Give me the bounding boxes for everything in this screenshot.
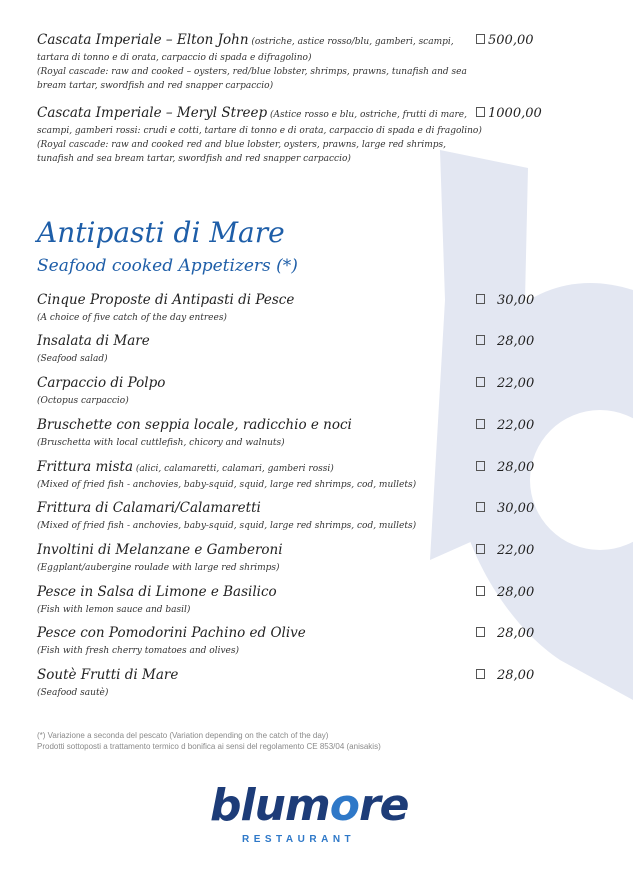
item-price: 30,00	[476, 500, 534, 517]
menu-item	[37, 542, 597, 575]
item-name: Soutè Frutti di Mare	[37, 667, 179, 683]
item-price: 28,00	[476, 333, 534, 350]
euro-symbol-placeholder-icon	[476, 461, 485, 471]
item-description: (Bruschetta with local cuttlefish, chicory and walnuts)	[37, 438, 285, 448]
item-price: 22,00	[476, 542, 534, 559]
item-price: 500,00	[476, 32, 534, 49]
item-name: Frittura mista	[37, 459, 133, 475]
item-price: 28,00	[476, 667, 534, 684]
item-description-line: tunafish and sea bream tartar, swordfish and red snapper carpaccio)	[37, 154, 351, 164]
item-price: 28,00	[476, 625, 534, 642]
item-description: (Seafood salad)	[37, 354, 108, 364]
menu-item-cascata-meryl-streep	[37, 105, 597, 166]
section-subtitle: Seafood cooked Appetizers (*)	[37, 256, 298, 276]
item-name: Insalata di Mare	[37, 333, 150, 349]
item-description: (Eggplant/aubergine roulade with large red shrimps)	[37, 563, 280, 573]
menu-item-cascata-elton-john	[37, 32, 597, 93]
menu-item	[37, 375, 597, 408]
item-description-line: (Royal cascade: raw and cooked red and blue lobster, oysters, prawns, large red shrimps,	[37, 140, 447, 150]
item-name: Cascata Imperiale – Meryl Streep	[37, 105, 268, 121]
menu-item	[37, 584, 597, 617]
euro-symbol-placeholder-icon	[476, 294, 485, 304]
item-italian-description: (ostriche, astice rosso/blu, gamberi, scampi,	[248, 37, 454, 47]
item-price: 28,00	[476, 584, 534, 601]
euro-symbol-placeholder-icon	[476, 669, 485, 679]
footnote	[37, 730, 381, 752]
item-name: Frittura di Calamari/Calamaretti	[37, 500, 261, 516]
item-description: (Mixed of fried fish - anchovies, baby-squid, squid, large red shrimps, cod, mullets)	[37, 480, 417, 490]
menu-item	[37, 667, 597, 700]
menu-item	[37, 292, 597, 325]
item-name: Cinque Proposte di Antipasti di Pesce	[37, 292, 295, 308]
euro-symbol-placeholder-icon	[476, 627, 485, 637]
restaurant-logo	[210, 782, 420, 852]
menu-item	[37, 625, 597, 658]
item-price: 1000,00	[476, 105, 542, 122]
item-name: Pesce in Salsa di Limone e Basilico	[37, 584, 277, 600]
item-description-line: scampi, gamberi rossi: crudi e cotti, tartare di tonno e di orata, carpaccio di spada e di fragolino)	[37, 126, 482, 136]
item-description: (Seafood sautè)	[37, 688, 109, 698]
item-description-line: (Royal cascade: raw and cooked – oysters, red/blue lobster, shrimps, prawns, tunafish and sea	[37, 67, 467, 77]
menu-item	[37, 500, 597, 533]
item-description: (Octopus carpaccio)	[37, 396, 129, 406]
euro-symbol-placeholder-icon	[476, 34, 485, 44]
item-description-line: tartara di tonno e di orata, carpaccio di spada e difragolino)	[37, 53, 312, 63]
logo-wordmark: blumore	[210, 780, 409, 831]
item-description: (Fish with fresh cherry tomatoes and olives)	[37, 646, 239, 656]
euro-symbol-placeholder-icon	[476, 419, 485, 429]
item-italian-description: (Astice rosso e blu, ostriche, frutti di mare,	[267, 110, 467, 120]
item-description-line: bream tartar, swordfish and red snapper carpaccio)	[37, 81, 274, 91]
menu-item	[37, 459, 597, 492]
logo-tagline: RESTAURANT	[242, 834, 356, 845]
footnote-line: (*) Variazione a seconda del pescato (Variation depending on the catch of the day)	[37, 731, 329, 740]
item-description: (Fish with lemon sauce and basil)	[37, 605, 191, 615]
item-italian-description: (alici, calamaretti, calamari, gamberi rossi)	[133, 464, 334, 474]
item-name: Pesce con Pomodorini Pachino ed Olive	[37, 625, 306, 641]
euro-symbol-placeholder-icon	[476, 586, 485, 596]
section-title: Antipasti di Mare	[37, 216, 285, 249]
item-price: 22,00	[476, 417, 534, 434]
menu-item	[37, 333, 597, 366]
item-name: Bruschette con seppia locale, radicchio e noci	[37, 417, 352, 433]
euro-symbol-placeholder-icon	[476, 335, 485, 345]
item-description: (Mixed of fried fish - anchovies, baby-squid, squid, large red shrimps, cod, mullets)	[37, 521, 417, 531]
item-name: Carpaccio di Polpo	[37, 375, 166, 391]
euro-symbol-placeholder-icon	[476, 107, 485, 117]
menu-item	[37, 417, 597, 450]
item-name: Involtini di Melanzane e Gamberoni	[37, 542, 283, 558]
euro-symbol-placeholder-icon	[476, 377, 485, 387]
item-name: Cascata Imperiale – Elton John	[37, 32, 249, 48]
item-price: 22,00	[476, 375, 534, 392]
euro-symbol-placeholder-icon	[476, 502, 485, 512]
footnote-line: Prodotti sottoposti a trattamento termico d bonifica ai sensi del regolamento CE 853/04 (anisakis)	[37, 742, 381, 751]
item-price: 30,00	[476, 292, 534, 309]
euro-symbol-placeholder-icon	[476, 544, 485, 554]
item-description: (A choice of five catch of the day entrees)	[37, 313, 227, 323]
item-price: 28,00	[476, 459, 534, 476]
